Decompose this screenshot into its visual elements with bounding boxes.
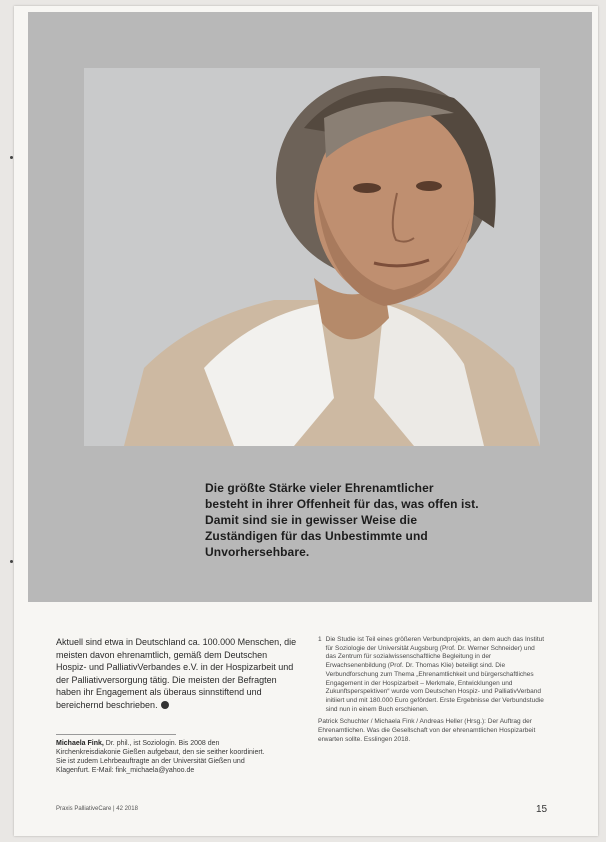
body-column	[56, 636, 300, 711]
book-reference: Patrick Schuchter / Michaela Fink / Andreas Heller (Hrsg.): Der Auftrag der Ehrenamtlichen. Was die Gesellschaft von der ehrenamtlichen Hospizarbeit erwarten sollte. Esslingen 2018.	[318, 718, 536, 743]
author-name: Michaela Fink,	[56, 740, 104, 747]
quote-line-1: Die größte Stärke vieler Ehrenamtlicher	[205, 481, 434, 495]
publication-footer: Praxis PalliativeCare | 42 2018	[56, 806, 138, 812]
scan-artifact-dot	[10, 560, 13, 563]
portrait-photo	[84, 68, 540, 446]
page-number: 15	[536, 804, 548, 815]
author-bio	[56, 739, 276, 775]
footnote-marker: 1	[318, 636, 322, 643]
footnote-text: Die Studie ist Teil eines größeren Verbundprojekts, an dem auch das Institut für Soziologie der Universität Augsburg (Prof. Dr. Werner Schneider) und das Zentrum für sozialwissenschaftliche Begleitung in der Erwachsenenbildung (Prof. Dr. Thomas Klie) beteiligt sind. Die Verbundforschung zum Thema „Ehrenamtlichkeit und bürgerschaftliches Engagement in der Hospizarbeit – Merkmale, Entwicklungen und Zukunftsperspektiven“ wurde vom Deutschen Hospiz- und PalliativVerband initiiert und mit 180.000 Euro gefördert. Erste Ergebnisse der Verbundstudie sind nun in einem Buch erschienen.	[325, 636, 545, 713]
quote-line-4: Zuständigen für das Unbestimmte und	[205, 529, 428, 543]
quote-line-2: besteht in ihrer Offenheit für das, was offen ist.	[205, 497, 479, 511]
scan-artifact-dot	[10, 156, 13, 159]
end-of-article-icon	[161, 701, 169, 709]
body-paragraph: Aktuell sind etwa in Deutschland ca. 100.000 Menschen, die meisten davon ehrenamtlich, gemäß dem Deutschen Hospiz- und PalliativVerbandes e.V. in der Hospizarbeit und der Palliativversorgung tätig. Die meisten der Befragten haben ihr Engagement als überaus sinnstiftend und bereichernd beschrieben.	[56, 637, 297, 710]
gray-panel	[28, 12, 592, 602]
bio-divider	[56, 734, 176, 735]
quote-line-3: Damit sind sie in gewisser Weise die	[205, 513, 418, 527]
notes-column	[318, 636, 546, 748]
portrait-illustration	[84, 68, 540, 446]
author-bio-text: Dr. phil., ist Soziologin. Bis 2008 den Kirchenkreisdiakonie Gießen aufgebaut, den sie seither koordiniert. Sie ist zudem Lehrbeauftragte an der Universität Gießen und Klagenfurt. E-Mail: fink_michaela@yahoo.de	[56, 740, 265, 774]
pull-quote	[205, 480, 535, 560]
quote-line-5: Unvorhersehbare.	[205, 545, 310, 559]
